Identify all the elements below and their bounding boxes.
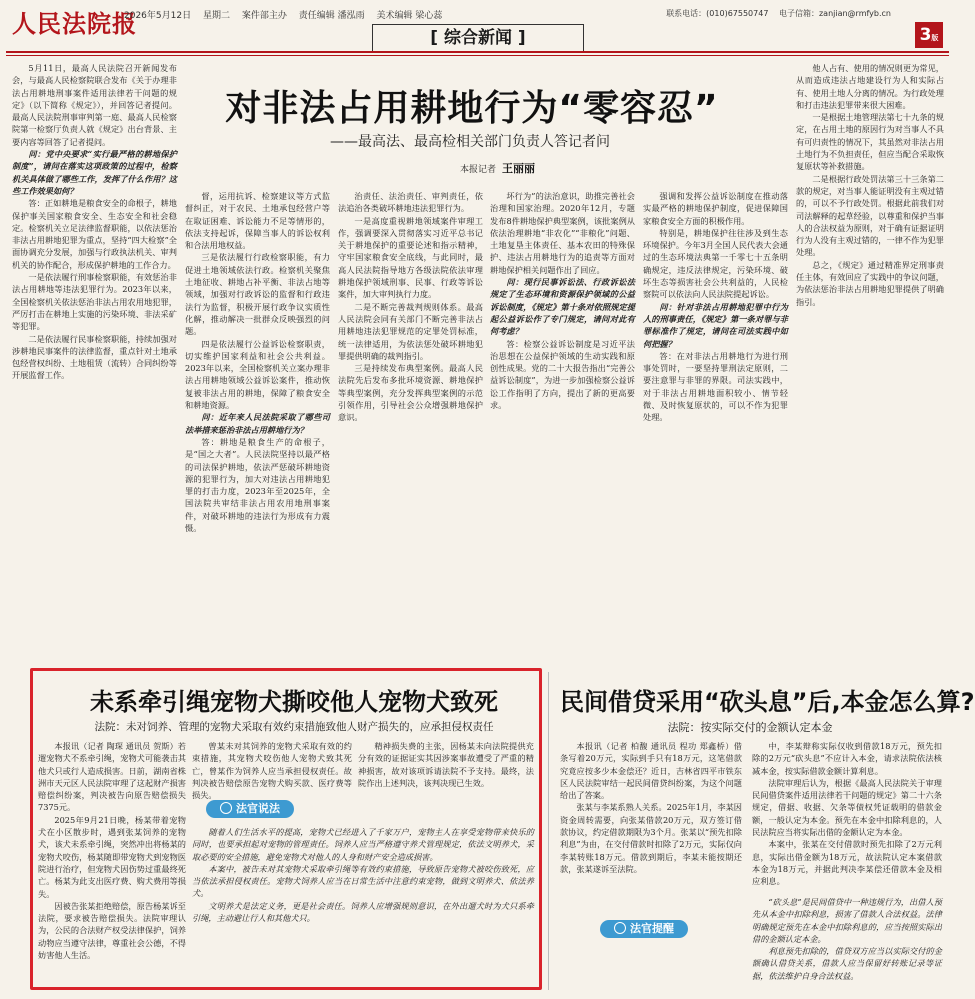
issue-date: 2026年5月12日	[124, 11, 192, 21]
paragraph: 因被告张某拒绝赔偿，原告杨某诉至法院，要求被告赔偿损失。法院审理认为，公民的合法财产权受法律保护，饲养动物应当遵守法律，尊重社会公德，不得妨害他人生活。	[38, 900, 186, 961]
paragraph: 二是根据行政处罚法第三十三条第二款的规定，对当事人能证明没有主观过错的，可以不予行政处罚。根据此前我们对司法解释的起草经验，以尊重和保护当事人的合法权益为原则，对于确有证据证明行为人没有主观过错的，一律不作为犯罪处理。	[796, 173, 944, 258]
paragraph: 三是持续发布典型案例。最高人民法院先后发布多批环境资源、耕地保护等典型案例，充分发挥典型案例的示范引领作用，引导社会公众增强耕地保护意识。	[338, 363, 483, 423]
paragraph: 张某与李某系熟人关系。2025年1月，李某因资金周转需要，向张某借款20万元，双方签订借款协议，约定借款期限为3个月。张某以“预先扣除利息”为由，在交付借款时扣除了2万元，实际仅向李某转账18万元。借款到期后，李某未能按期还款，张某遂诉至法院。	[560, 802, 742, 874]
page-unit: 版	[931, 34, 939, 42]
section-title: [ 综合新闻 ]	[372, 24, 584, 52]
top-rule-thin	[6, 55, 949, 56]
lead-column-6	[796, 62, 944, 660]
lead-column-3	[338, 190, 483, 660]
question: 问：近年来人民法院采取了哪些司法举措来惩治非法占用耕地行为？	[185, 412, 330, 435]
page-number: 3	[919, 25, 932, 45]
question: 问：针对非法占用耕地犯罪中行为人的刑事责任，《规定》第一条对罪与非罪标准作了规定，请问在司法实践中如何把握？	[643, 301, 788, 349]
paragraph: 强调和发挥公益诉讼制度在推动落实最严格的耕地保护制度，促进保障国家粮食安全方面的积极作用。	[643, 191, 788, 226]
byline-prefix: 本报记者	[460, 165, 497, 175]
byline-name: 王丽丽	[502, 162, 536, 175]
issue-info	[124, 8, 451, 21]
judge-says-badge	[206, 800, 294, 818]
question: 问：党中央要求“实行最严格的耕地保护制度”，请问在落实这项政策的过程中，检察机关具体做了哪些工作，发挥了什么作用？这些工作效果如何？	[12, 149, 177, 196]
paragraph: 本案中，被告未对其宠物犬采取牵引绳等有效约束措施，导致原告宠物犬被咬伤致死，应当依法承担侵权责任。宠物犬饲养人应当在日常生活中注意约束宠物，做到文明养犬、依法养犬。	[192, 863, 534, 899]
loan-column-1	[560, 740, 742, 990]
lead-byline	[460, 160, 535, 176]
paragraph: 总之，《规定》通过精准界定刑事责任主体，有效回应了实践中的争议问题，为依法惩治非法占用耕地犯罪提供了明确指引。	[796, 259, 944, 307]
paragraph: 本报讯（记者 陶琛 通讯员 贺斯）若遛宠物犬不系牵引绳，宠物犬可能袭击其他犬只或行人造成损害。日前，湖南省株洲市天元区人民法院审理了这起财产损害赔偿纠纷案，判决被告向原告赔偿损失7375元。	[38, 741, 186, 813]
paragraph: 二是依法履行民事检察职能，持续加强对涉耕地民事案件的法律监督，重点针对土地承包经营权纠纷、土地租赁（流转）合同纠纷等开展监督工作。	[12, 333, 177, 381]
editor-item: 美术编辑 梁心蕊	[376, 11, 443, 21]
paragraph: 二是不断完善裁判规则体系。最高人民法院会同有关部门不断完善非法占用耕地违法犯罪规范的定罪处罚标准，统一法律适用，为依法惩处破坏耕地犯罪提供明确的裁判指引。	[338, 301, 483, 361]
paragraph: 文明养犬是法定义务，更是社会责任。饲养人应增强规则意识，在外出遛犬时为犬只系牵引绳，主动避让行人和其他犬只。	[192, 900, 534, 924]
pet-dog-column-2	[192, 740, 352, 801]
judge-reminder-label: 法官提醒	[630, 922, 674, 935]
speech-icon	[220, 802, 232, 814]
newspaper-logo: 人民法院报	[12, 9, 137, 38]
contact-email: 电子信箱：zanjian@rmfyb.cn	[778, 9, 891, 18]
paragraph: 三是依法履行行政检察职能，有力促进土地领域依法行政。检察机关聚焦土地征收、耕地占补平衡、非法占地等领域，加强对行政诉讼的监督和行政违法行为监督，积极开展行政争议实质性化解，推动解决一批群众反映强烈的问题。	[185, 252, 330, 337]
pet-dog-subhead: 法院：未对饲养、管理的宠物犬采取有效约束措施致他人财产损失的，应承担侵权责任	[94, 721, 494, 733]
issue-weekday: 星期二	[202, 11, 230, 21]
paragraph: 督，运用抗诉、检察建议等方式监督纠正，对于农民、土地承包经营户等在取证困难、诉讼能力不足等情形的，依法支持起诉，保障当事人的诉讼权利和合法用地权益。	[185, 191, 330, 251]
pet-dog-headline: 未系牵引绳宠物犬撕咬他人宠物犬致死	[90, 688, 498, 716]
paragraph: 5月11日，最高人民法院召开新闻发布会，与最高人民检察院联合发布《关于办理非法占用耕地刑事案件适用法律若干问题的规定》（以下简称《规定》），并回答记者提问。最高人民法院刑事审判第一庭、最高人民检察院第一检察厅负责人就《规定》出台背景、主要内容等回答了记者提问。	[12, 63, 177, 147]
lead-column-5	[643, 190, 788, 660]
loan-column-2	[752, 740, 942, 890]
paragraph: 答：检察公益诉讼制度是习近平法治思想在公益保护领域的生动实践和原创性成果。党的二十大报告指出“完善公益诉讼制度”，为进一步加强检察公益诉讼工作指明了方向，提出了新的更高要求。	[490, 338, 635, 411]
lead-subhead: ——最高法、最高检相关部门负责人答记者问	[330, 134, 610, 150]
judge-says-label: 法官说法	[236, 802, 280, 815]
judge-reminder-badge	[600, 920, 688, 938]
paragraph: 答：耕地是粮食生产的命根子，是“国之大者”。人民法院坚持以最严格的司法保护耕地，依法严惩破坏耕地资源的犯罪行为，加大对违法占用耕地犯罪的打击力度，2023年至2025年，全国法院共审结非法占用农用地刑事案件，对破坏耕地的违法行为形成有力震慑。	[185, 436, 330, 534]
paragraph: 一是高度重视耕地领域案件审理工作，强调要深入贯彻落实习近平总书记关于耕地保护的重要论述和指示精神，守牢国家粮食安全底线，与此同时，最高人民法院指导地方各级法院依法审理耕地保护领域刑事、民事、行政等诉讼案件，加大审判执行力度。	[338, 215, 483, 300]
paragraph: 本案中，张某在交付借款时预先扣除了2万元利息，实际出借金额为18万元，故法院认定本案借款本金为18万元，并据此判决李某偿还借款本金及相应利息。	[752, 839, 942, 887]
paragraph: 坏行为”的法治意识，助推完善社会治理和国家治理。2020年12月，专题发布8件耕地保护典型案例，该批案例从依法治理耕地“非农化”“非粮化”问题、土地复垦主体责任、基本农田的特殊保护、违法占用耕地行为的追责等方面对耕地保护相关问题作出了回应。	[490, 191, 635, 275]
loan-headline: 民间借贷采用“砍头息”后,本金怎么算?	[560, 688, 975, 716]
paragraph: 精神损失费的主张，因杨某未向法院提供充分有效的证据证实其因涉案事故遭受了严重的精神损害，故对该项诉请法院不予支持。最终，法院作出上述判决，该判决现已生效。	[358, 741, 534, 788]
judge-reminder-text	[752, 896, 942, 992]
paragraph: 答：在对非法占用耕地行为进行刑事处罚时，一要坚持罪刑法定原则，二要注意罪与非罪的界限。司法实践中，对于非法占用耕地面积较小、情节轻微、及时恢复原状的，可以不作为犯罪处理。	[643, 350, 788, 423]
contact-phone: 联系电话：(010)67550747	[666, 9, 769, 18]
paragraph: 他人占有、使用的情况则更为常见，从而造成违法占地建设行为人和实际占有、使用土地人分离的情况。为行政处理和打击违法犯罪带来很大困难。	[796, 63, 944, 110]
question: 问：现行民事诉讼法、行政诉讼法规定了生态环境和资源保护领域的公益诉讼制度，《规定》第十条对依照规定提起公益诉讼作了专门规定，请问对此有何考虑？	[490, 277, 635, 337]
column-divider	[548, 672, 549, 990]
paragraph: 本报讯（记者 柏馥 通讯员 程功 郑鑫桥）借条写着20万元，实际到手只有18万元，这笔借款究竟应按多少本金偿还？近日，吉林省四平市铁东区人民法院审结一起民间借贷纠纷案，为这个问题给出了答案。	[560, 741, 742, 801]
pet-dog-column-3	[358, 740, 534, 792]
paragraph: 随着人们生活水平的提高，宠物犬已经进入了千家万户，宠物主人在享受宠物带来快乐的同时，也要承担起对宠物的管理责任。饲养人应当严格遵守养犬管理规定，依法文明养犬，采取必要的安全措施，避免宠物犬对他人的人身和财产安全造成损害。	[192, 827, 534, 862]
lead-column-1	[12, 62, 177, 660]
paragraph: 法院审理后认为，根据《最高人民法院关于审理民间借贷案件适用法律若干问题的规定》第二十六条规定，借据、收据、欠条等债权凭证载明的借款金额，一般认定为本金。预先在本金中扣除利息的，人民法院应当将实际出借的金额认定为本金。	[752, 777, 942, 838]
pet-dog-column-1	[38, 740, 186, 984]
paragraph: 一是根据土地管理法第七十九条的规定，在占用土地的原因行为对当事人不具有可归责性的情况下，其虽然对非法占用土地行为不负担责任，但应当配合采取恢复原状等补救措施。	[796, 112, 944, 172]
top-rule	[6, 51, 949, 53]
editor-item: 责任编辑 潘泓雨	[298, 11, 365, 21]
editor-item: 案件部主办	[241, 11, 287, 21]
judge-says-text	[192, 826, 534, 984]
paragraph: 2025年9月21日晚，杨某带着宠物犬在小区散步时，遇到张某饲养的宠物犬，该犬未系牵引绳，突然冲出将杨某的宠物犬咬伤，杨某随即带宠物犬到宠物医院进行治疗，但宠物犬因伤势过重最终死亡。杨某为此支出医疗费、购犬费用等损失。	[38, 814, 186, 899]
paragraph: 答：正如耕地是粮食安全的命根子，耕地保护事关国家粮食安全、生态安全和社会稳定。检察机关立足法律监督职能，以依法惩治非法占用耕地犯罪为重点，坚持“四大检察”全面协调充分发展，加强与行政执法机关、审判机关的协作配合，形成保护耕地的工作合力。	[12, 198, 177, 270]
lead-column-4	[490, 190, 635, 660]
paragraph: 四是依法履行公益诉讼检察职责，切实维护国家利益和社会公共利益。2023年以来，全国检察机关立案办理非法占用耕地领域公益诉讼案件，推动恢复被非法占用的耕地，保障了粮食安全和耕地资源。	[185, 338, 330, 411]
lead-column-2	[185, 190, 330, 660]
page-badge	[915, 22, 943, 48]
bell-icon	[614, 922, 626, 934]
contact-info	[658, 8, 891, 19]
paragraph: 利息预先扣除的，借贷双方应当以实际交付的金额确认借贷关系，借款人应当保留好转账记录等证据，依法维护自身合法权益。	[752, 946, 942, 981]
paragraph: 治责任、法治责任、审判责任，依法追治各类破坏耕地违法犯罪行为。	[338, 191, 483, 214]
paragraph: “砍头息”是民间借贷中一种违规行为，出借人预先从本金中扣除利息，损害了借款人合法权益。法律明确规定预先在本金中扣除利息的，应当按照实际出借的金额认定本金。	[752, 897, 942, 944]
paragraph: 中，李某辩称实际仅收到借款18万元，预先扣除的2万元“砍头息”不应计入本金，请求法院依法核减本金，按实际借款金额计算利息。	[752, 741, 942, 776]
paragraph: 一是依法履行刑事检察职能，有效惩治非法占用耕地等违法犯罪行为。2023年以来，全国检察机关依法惩治非法占用农用地犯罪，严厉打击在耕地上实施的污染环境、非法采矿等犯罪。	[12, 272, 177, 332]
loan-subhead: 法院：按实际交付的金额认定本金	[667, 721, 833, 734]
paragraph: 特别是，耕地保护往往涉及到生态环境保护。今年3月全国人民代表大会通过的生态环境法典第一千零七十五条明确规定，违反法律规定，污染环境、破坏生态等损害社会公共利益的，人民检察院可以依法向人民法院提起诉讼。	[643, 227, 788, 300]
paragraph: 曾某未对其饲养的宠物犬采取有效的约束措施，其宠物犬咬伤他人宠物犬致其死亡，曾某作为饲养人应当承担侵权责任。故判决被告赔偿原告宠物犬购买款、医疗费等损失。	[192, 741, 352, 801]
lead-headline: 对非法占用耕地行为“零容忍”	[225, 88, 719, 129]
